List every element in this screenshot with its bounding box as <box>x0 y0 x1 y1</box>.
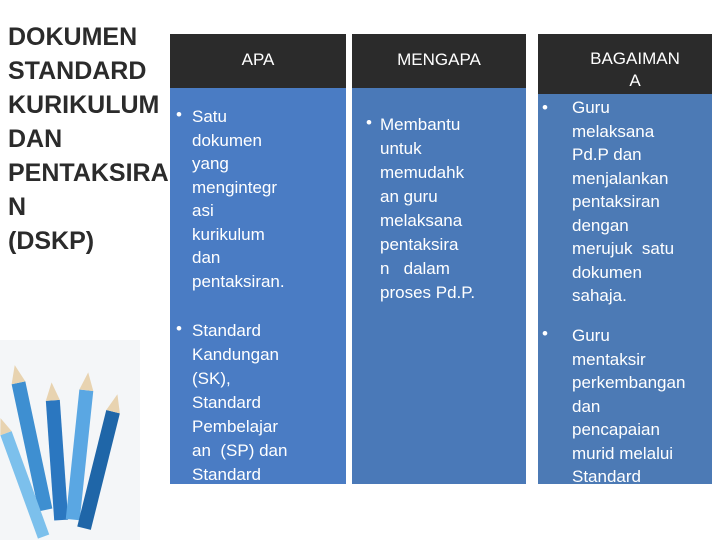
bagaimana-header <box>538 34 712 94</box>
apa-bullet-1: Satu dokumen yang mengintegr asi kurikulum dan pentaksiran. <box>192 107 285 291</box>
bagaimana-header-label: BAGAIMAN A <box>590 49 680 90</box>
bagaimana-column <box>538 34 712 484</box>
page-title: DOKUMEN STANDARD KURIKULUM DAN PENTAKSIRA N (DSKP) <box>8 23 169 255</box>
mengapa-bullet-1: Membantu untuk memudahk an guru melaksana pentaksira n dalam proses Pd.P. <box>380 115 476 302</box>
bagaimana-bullet-1: Guru melaksana Pd.P dan menjalankan pentaksiran dengan merujuk satu dokumen sahaja. <box>572 98 675 305</box>
mengapa-header <box>352 34 526 88</box>
mengapa-column <box>352 34 526 484</box>
bullet-dot: • <box>542 324 548 343</box>
apa-header <box>170 34 346 88</box>
pencils-illustration <box>0 340 140 540</box>
apa-bullet-2: Standard Kandungan (SK), Standard Pembelajar an (SP) dan Standard <box>192 321 288 484</box>
bagaimana-bullet-2: Guru mentaksir perkembangan dan pencapaian murid melalui Standard <box>572 326 686 486</box>
bullet-dot: • <box>176 105 182 124</box>
bullet-dot: • <box>176 319 182 338</box>
bullet-dot: • <box>366 113 372 132</box>
mengapa-header-label: MENGAPA <box>397 50 481 69</box>
bullet-dot: • <box>542 98 548 117</box>
apa-header-label: APA <box>241 50 275 69</box>
apa-column <box>170 34 346 484</box>
